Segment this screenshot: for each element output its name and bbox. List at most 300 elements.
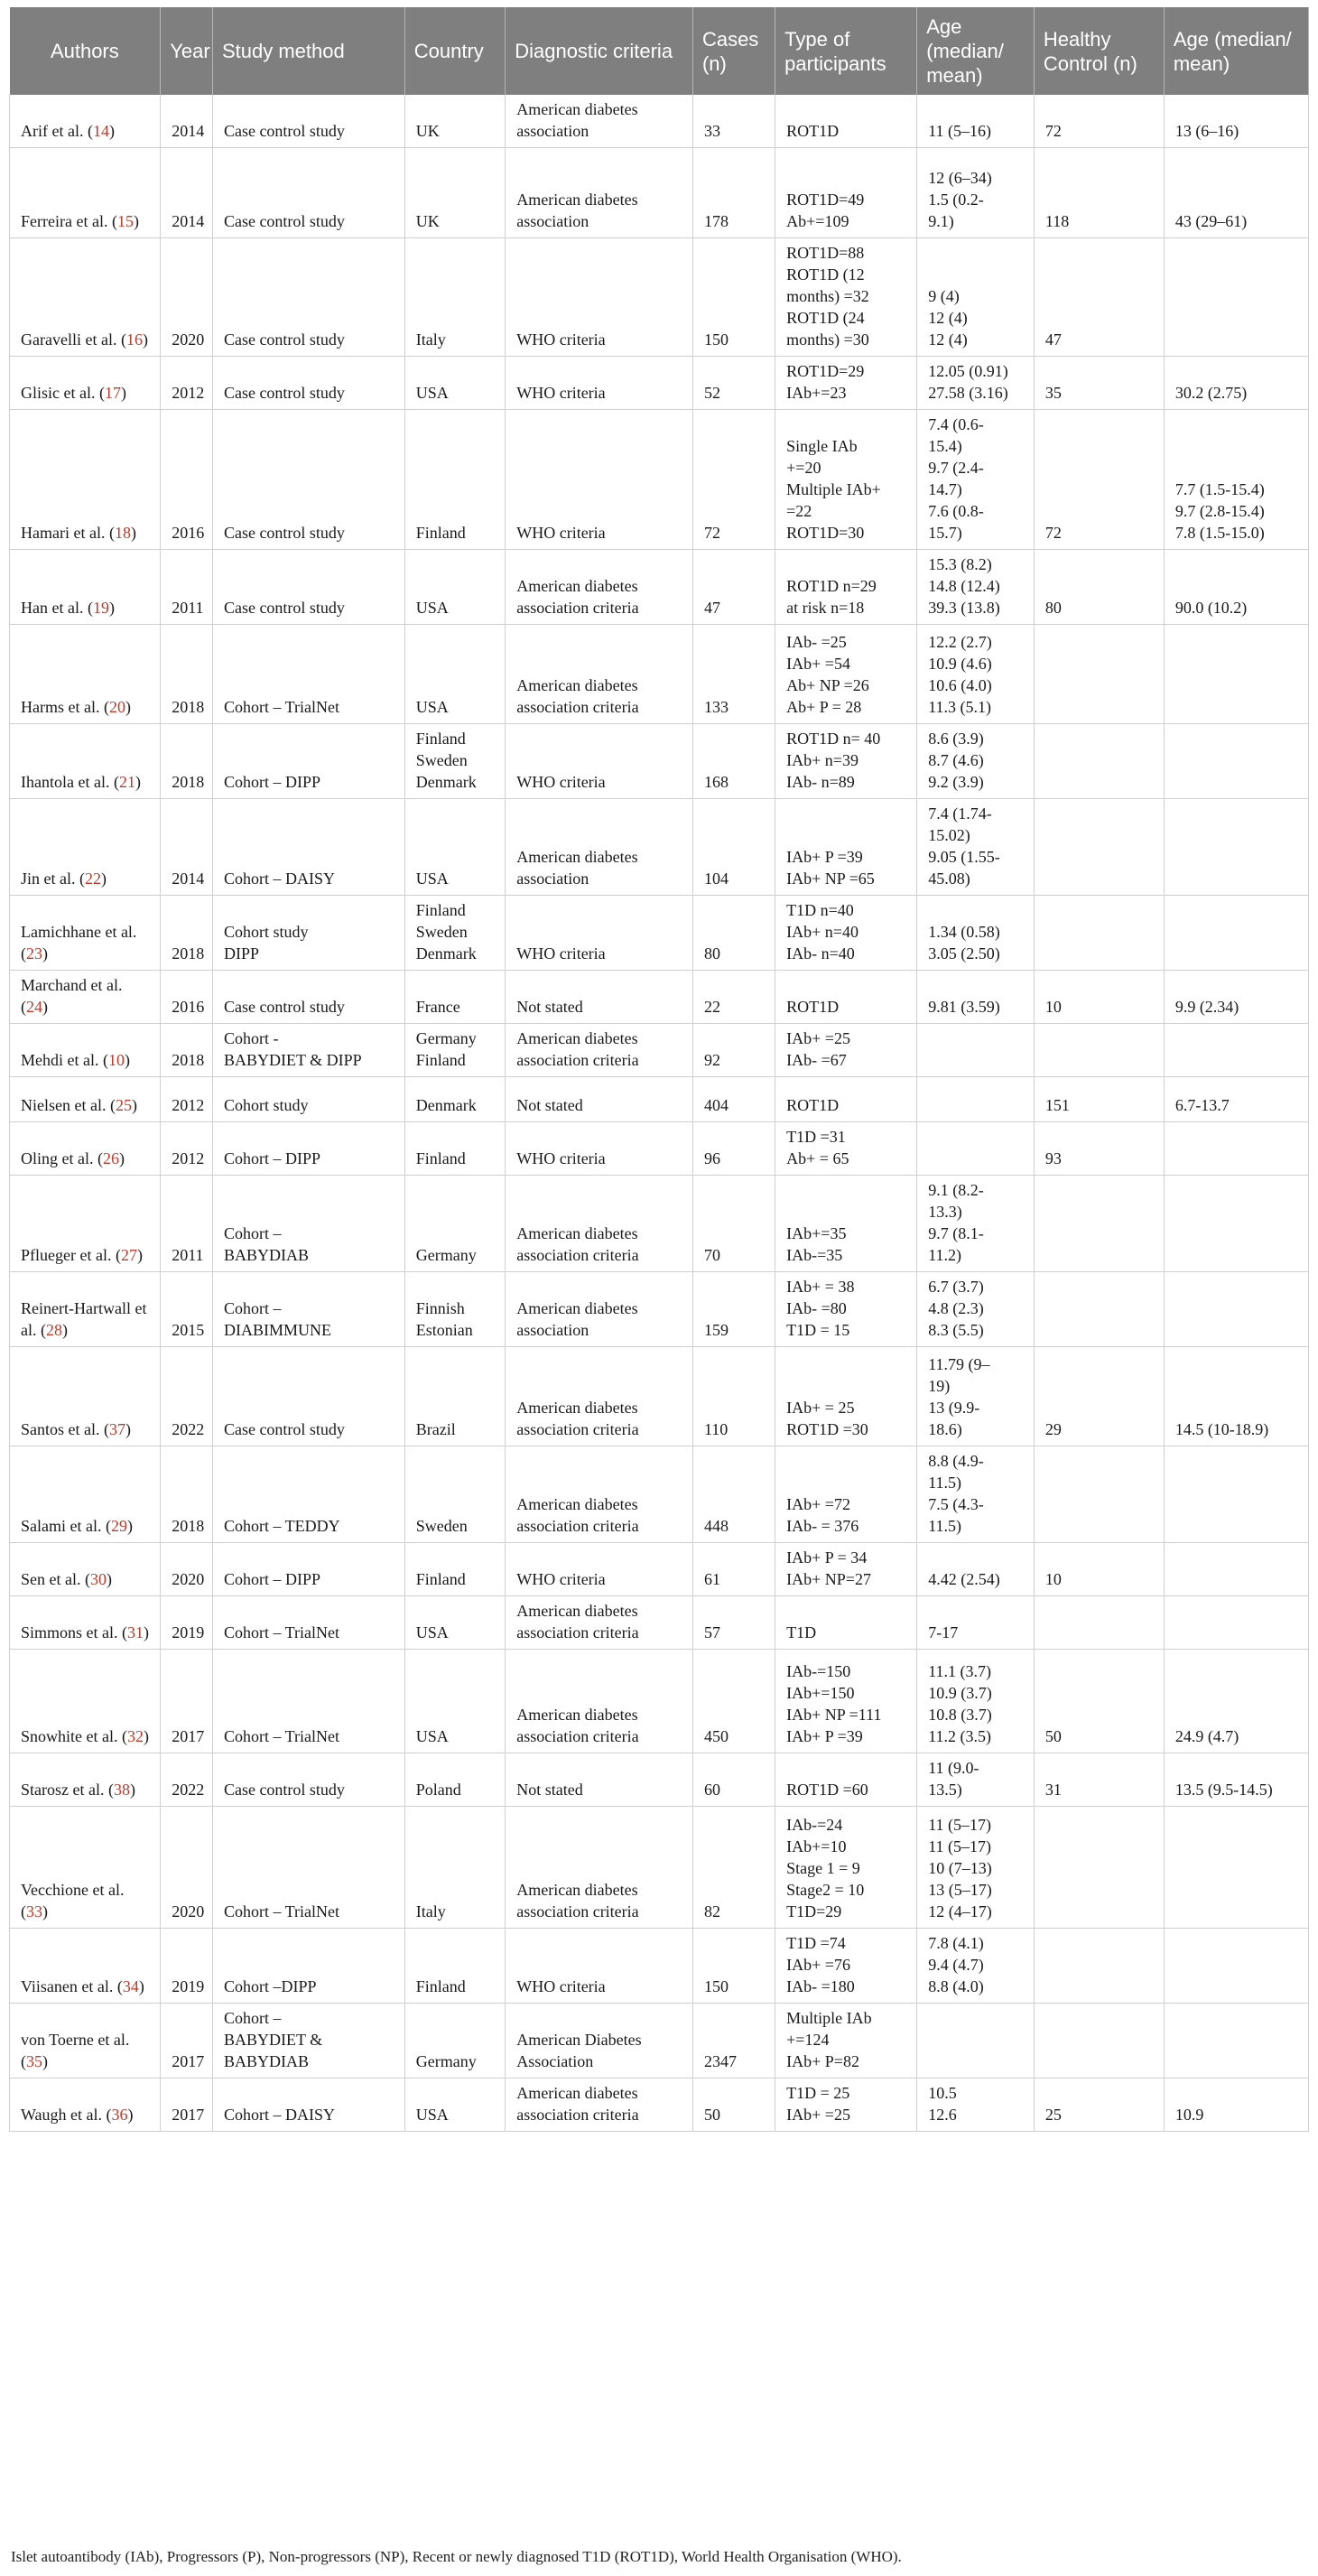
year-cell: 2012: [161, 1122, 213, 1176]
healthy-control-cell: [1034, 1024, 1164, 1077]
table-row: [10, 1929, 1309, 2004]
author-name: Glisic et al.: [21, 384, 96, 402]
control-age-cell: 7.7 (1.5-15.4) 9.7 (2.8-15.4) 7.8 (1.5-15.0): [1164, 410, 1308, 550]
country-cell: USA: [404, 799, 505, 896]
author-name: Vecchione et al.: [21, 1881, 125, 1899]
healthy-control-cell: 80: [1034, 550, 1164, 625]
participants-cell: IAb-=24 IAb+=10 Stage 1 = 9 Stage2 = 10 T1D=29: [775, 1807, 917, 1929]
healthy-control-cell: 72: [1034, 410, 1164, 550]
cases-cell: 159: [692, 1272, 775, 1347]
age-cell: 11.1 (3.7) 10.9 (3.7) 10.8 (3.7) 11.2 (3.5): [917, 1650, 1035, 1753]
participants-cell: IAb+ = 38 IAb- =80 T1D = 15: [775, 1272, 917, 1347]
author-name: Pflueger et al.: [21, 1246, 112, 1264]
country-cell: Finland: [404, 1929, 505, 2004]
country-cell: Germany: [404, 1176, 505, 1272]
control-age-cell: [1164, 1272, 1308, 1347]
healthy-control-cell: 25: [1034, 2078, 1164, 2132]
study-method-cell: Cohort – TrialNet: [212, 1807, 404, 1929]
author-cell: Marchand et al. (24): [10, 971, 161, 1024]
cases-cell: 52: [692, 357, 775, 410]
year-cell: 2017: [161, 2078, 213, 2132]
cases-cell: 133: [692, 625, 775, 724]
table-row: [10, 1122, 1309, 1176]
diagnostic-criteria-cell: American diabetes association criteria: [506, 1807, 693, 1929]
diagnostic-criteria-cell: American diabetes association criteria: [506, 550, 693, 625]
author-cell: Reinert-Hartwall et al. (28): [10, 1272, 161, 1347]
year-cell: 2020: [161, 1807, 213, 1929]
header-row: [10, 7, 1309, 95]
reference-link[interactable]: 33: [26, 1902, 42, 1920]
country-cell: USA: [404, 1650, 505, 1753]
diagnostic-criteria-cell: American diabetes association criteria: [506, 1650, 693, 1753]
diagnostic-criteria-cell: Not stated: [506, 971, 693, 1024]
cases-cell: 80: [692, 896, 775, 971]
study-method-cell: Case control study: [212, 410, 404, 550]
cases-cell: 150: [692, 1929, 775, 2004]
table-body: [10, 95, 1309, 2132]
participants-cell: ROT1D: [775, 1077, 917, 1122]
author-name: Nielsen et al.: [21, 1096, 107, 1114]
age-cell: 12 (6–34) 1.5 (0.2- 9.1): [917, 148, 1035, 238]
study-method-cell: Cohort – DIPP: [212, 1543, 404, 1596]
year-cell: 2014: [161, 799, 213, 896]
author-cell: Ihantola et al. (21): [10, 724, 161, 799]
table-row: [10, 1543, 1309, 1596]
year-cell: 2012: [161, 357, 213, 410]
author-name: Starosz et al.: [21, 1781, 105, 1799]
country-cell: USA: [404, 2078, 505, 2132]
year-cell: 2018: [161, 896, 213, 971]
table-row: [10, 95, 1309, 148]
reference-link[interactable]: 16: [125, 330, 143, 349]
healthy-control-cell: [1034, 2004, 1164, 2078]
study-method-cell: Cohort – DIPP: [212, 724, 404, 799]
age-cell: 7.8 (4.1) 9.4 (4.7) 8.8 (4.0): [917, 1929, 1035, 2004]
diagnostic-criteria-cell: Not stated: [506, 1753, 693, 1807]
author-cell: Nielsen et al. (25): [10, 1077, 161, 1122]
cases-cell: 60: [692, 1753, 775, 1807]
cases-cell: 33: [692, 95, 775, 148]
age-cell: 12.2 (2.7) 10.9 (4.6) 10.6 (4.0) 11.3 (5.1): [917, 625, 1035, 724]
table-row: [10, 1176, 1309, 1272]
study-method-cell: Cohort – BABYDIAB: [212, 1176, 404, 1272]
country-cell: Italy: [404, 238, 505, 357]
cases-cell: 404: [692, 1077, 775, 1122]
age-cell: 12.05 (0.91) 27.58 (3.16): [917, 357, 1035, 410]
reference-link[interactable]: 20: [108, 698, 125, 716]
cases-cell: 178: [692, 148, 775, 238]
participants-cell: IAb-=150 IAb+=150 IAb+ NP =111 IAb+ P =39: [775, 1650, 917, 1753]
author-name: Simmons et al.: [21, 1623, 118, 1641]
reference-link[interactable]: 28: [46, 1321, 62, 1339]
participants-cell: T1D n=40 IAb+ n=40 IAb- n=40: [775, 896, 917, 971]
study-method-cell: Cohort –DIPP: [212, 1929, 404, 2004]
diagnostic-criteria-cell: American diabetes association: [506, 799, 693, 896]
reference-link[interactable]: 35: [26, 2052, 42, 2070]
diagnostic-criteria-cell: Not stated: [506, 1077, 693, 1122]
participants-cell: T1D =74 IAb+ =76 IAb- =180: [775, 1929, 917, 2004]
author-name: Jin et al.: [21, 870, 76, 888]
year-cell: 2018: [161, 724, 213, 799]
year-cell: 2018: [161, 1446, 213, 1543]
cases-cell: 110: [692, 1347, 775, 1446]
diagnostic-criteria-cell: WHO criteria: [506, 724, 693, 799]
control-age-cell: [1164, 238, 1308, 357]
author-cell: Arif et al. (14): [10, 95, 161, 148]
reference-link[interactable]: 21: [118, 773, 135, 791]
healthy-control-cell: 10: [1034, 1543, 1164, 1596]
country-cell: Germany: [404, 2004, 505, 2078]
healthy-control-cell: [1034, 724, 1164, 799]
author-cell: Salami et al. (29): [10, 1446, 161, 1543]
table-row: [10, 724, 1309, 799]
year-cell: 2018: [161, 625, 213, 724]
column-header: Age (median/ mean): [917, 7, 1035, 95]
reference-link[interactable]: 32: [126, 1727, 144, 1745]
participants-cell: IAb+ P = 34 IAb+ NP=27: [775, 1543, 917, 1596]
reference-link[interactable]: 19: [92, 599, 109, 617]
diagnostic-criteria-cell: American diabetes association criteria: [506, 1347, 693, 1446]
author-name: von Toerne et al.: [21, 2031, 130, 2049]
age-cell: 11 (5–17) 11 (5–17) 10 (7–13) 13 (5–17) 12 (4–17): [917, 1807, 1035, 1929]
diagnostic-criteria-cell: WHO criteria: [506, 1929, 693, 2004]
reference-link[interactable]: 14: [92, 122, 109, 140]
reference-link[interactable]: 36: [111, 2106, 128, 2124]
study-table: [9, 7, 1309, 2132]
year-cell: 2020: [161, 1543, 213, 1596]
author-name: Sen et al.: [21, 1570, 81, 1588]
healthy-control-cell: [1034, 896, 1164, 971]
table-row: [10, 1077, 1309, 1122]
diagnostic-criteria-cell: American diabetes association criteria: [506, 1024, 693, 1077]
diagnostic-criteria-cell: American diabetes association: [506, 95, 693, 148]
age-cell: 11 (5–16): [917, 95, 1035, 148]
author-name: Waugh et al.: [21, 2106, 103, 2124]
cases-cell: 168: [692, 724, 775, 799]
reference-link[interactable]: 26: [102, 1149, 119, 1167]
reference-link[interactable]: 15: [116, 212, 134, 230]
participants-cell: IAb+ =72 IAb- = 376: [775, 1446, 917, 1543]
cases-cell: 450: [692, 1650, 775, 1753]
age-cell: [917, 2004, 1035, 2078]
country-cell: UK: [404, 148, 505, 238]
author-cell: Garavelli et al. (16): [10, 238, 161, 357]
healthy-control-cell: [1034, 1176, 1164, 1272]
participants-cell: ROT1D =60: [775, 1753, 917, 1807]
column-header: Diagnostic criteria: [506, 7, 693, 95]
author-cell: Mehdi et al. (10): [10, 1024, 161, 1077]
healthy-control-cell: [1034, 1446, 1164, 1543]
study-method-cell: Case control study: [212, 1753, 404, 1807]
year-cell: 2014: [161, 148, 213, 238]
cases-cell: 448: [692, 1446, 775, 1543]
cases-cell: 72: [692, 410, 775, 550]
reference-link[interactable]: 29: [110, 1517, 127, 1535]
age-cell: 7.4 (0.6- 15.4) 9.7 (2.4- 14.7) 7.6 (0.8- 15.7): [917, 410, 1035, 550]
study-method-cell: Cohort – TrialNet: [212, 1650, 404, 1753]
country-cell: France: [404, 971, 505, 1024]
control-age-cell: [1164, 799, 1308, 896]
control-age-cell: [1164, 1176, 1308, 1272]
diagnostic-criteria-cell: WHO criteria: [506, 1543, 693, 1596]
study-method-cell: Case control study: [212, 971, 404, 1024]
year-cell: 2011: [161, 1176, 213, 1272]
author-cell: Santos et al. (37): [10, 1347, 161, 1446]
control-age-cell: [1164, 896, 1308, 971]
author-cell: Jin et al. (22): [10, 799, 161, 896]
table-row: [10, 2004, 1309, 2078]
age-cell: 10.5 12.6: [917, 2078, 1035, 2132]
reference-link[interactable]: 38: [113, 1781, 130, 1799]
diagnostic-criteria-cell: WHO criteria: [506, 410, 693, 550]
column-header: Year: [161, 7, 213, 95]
table-row: [10, 1753, 1309, 1807]
country-cell: UK: [404, 95, 505, 148]
age-cell: 6.7 (3.7) 4.8 (2.3) 8.3 (5.5): [917, 1272, 1035, 1347]
country-cell: Finland: [404, 410, 505, 550]
table-row: [10, 1446, 1309, 1543]
author-name: Han et al.: [21, 599, 84, 617]
author-cell: Sen et al. (30): [10, 1543, 161, 1596]
author-cell: Snowhite et al. (32): [10, 1650, 161, 1753]
column-header: Type of participants: [775, 7, 917, 95]
control-age-cell: 13.5 (9.5-14.5): [1164, 1753, 1308, 1807]
author-cell: Hamari et al. (18): [10, 410, 161, 550]
healthy-control-cell: 151: [1034, 1077, 1164, 1122]
reference-link[interactable]: 34: [122, 1977, 139, 1995]
study-method-cell: Case control study: [212, 148, 404, 238]
healthy-control-cell: 118: [1034, 148, 1164, 238]
participants-cell: ROT1D n= 40 IAb+ n=39 IAb- n=89: [775, 724, 917, 799]
table-row: [10, 971, 1309, 1024]
study-method-cell: Cohort – DAISY: [212, 799, 404, 896]
diagnostic-criteria-cell: American diabetes association criteria: [506, 2078, 693, 2132]
year-cell: 2019: [161, 1596, 213, 1650]
control-age-cell: [1164, 1024, 1308, 1077]
participants-cell: T1D = 25 IAb+ =25: [775, 2078, 917, 2132]
participants-cell: T1D =31 Ab+ = 65: [775, 1122, 917, 1176]
author-name: Ferreira et al.: [21, 212, 108, 230]
author-name: Santos et al.: [21, 1420, 100, 1438]
control-age-cell: [1164, 724, 1308, 799]
participants-cell: IAb+ = 25 ROT1D =30: [775, 1347, 917, 1446]
participants-cell: ROT1D: [775, 971, 917, 1024]
participants-cell: ROT1D=29 IAb+=23: [775, 357, 917, 410]
control-age-cell: [1164, 2004, 1308, 2078]
control-age-cell: 10.9: [1164, 2078, 1308, 2132]
cases-cell: 96: [692, 1122, 775, 1176]
healthy-control-cell: 50: [1034, 1650, 1164, 1753]
table-row: [10, 410, 1309, 550]
cases-cell: 47: [692, 550, 775, 625]
country-cell: Germany Finland: [404, 1024, 505, 1077]
reference-link[interactable]: 22: [85, 870, 101, 888]
author-cell: Viisanen et al. (34): [10, 1929, 161, 2004]
column-header: Cases (n): [692, 7, 775, 95]
author-name: Ihantola et al.: [21, 773, 110, 791]
reference-link[interactable]: 27: [120, 1246, 137, 1264]
reference-link[interactable]: 31: [127, 1623, 144, 1641]
country-cell: Denmark: [404, 1077, 505, 1122]
healthy-control-cell: 35: [1034, 357, 1164, 410]
year-cell: 2018: [161, 1024, 213, 1077]
country-cell: Italy: [404, 1807, 505, 1929]
study-method-cell: Cohort – TrialNet: [212, 625, 404, 724]
reference-link[interactable]: 24: [26, 998, 42, 1016]
table-row: [10, 1596, 1309, 1650]
age-cell: 9 (4) 12 (4) 12 (4): [917, 238, 1035, 357]
reference-link[interactable]: 18: [114, 524, 131, 542]
diagnostic-criteria-cell: WHO criteria: [506, 357, 693, 410]
author-cell: Han et al. (19): [10, 550, 161, 625]
year-cell: 2019: [161, 1929, 213, 2004]
author-name: Lamichhane et al.: [21, 923, 137, 941]
country-cell: USA: [404, 550, 505, 625]
year-cell: 2017: [161, 2004, 213, 2078]
participants-cell: IAb+ =25 IAb- =67: [775, 1024, 917, 1077]
age-cell: 8.8 (4.9- 11.5) 7.5 (4.3- 11.5): [917, 1446, 1035, 1543]
country-cell: Finnish Estonian: [404, 1272, 505, 1347]
table-row: [10, 148, 1309, 238]
year-cell: 2016: [161, 971, 213, 1024]
diagnostic-criteria-cell: American diabetes association criteria: [506, 1446, 693, 1543]
healthy-control-cell: [1034, 1929, 1164, 2004]
author-name: Snowhite et al.: [21, 1727, 118, 1745]
author-cell: Vecchione et al. (33): [10, 1807, 161, 1929]
country-cell: Brazil: [404, 1347, 505, 1446]
study-method-cell: Case control study: [212, 95, 404, 148]
study-method-cell: Cohort – TEDDY: [212, 1446, 404, 1543]
healthy-control-cell: [1034, 1807, 1164, 1929]
reference-link[interactable]: 25: [115, 1096, 132, 1114]
author-cell: Harms et al. (20): [10, 625, 161, 724]
control-age-cell: 13 (6–16): [1164, 95, 1308, 148]
table-row: [10, 1272, 1309, 1347]
healthy-control-cell: 31: [1034, 1753, 1164, 1807]
country-cell: Finland: [404, 1543, 505, 1596]
author-name: Viisanen et al.: [21, 1977, 114, 1995]
year-cell: 2012: [161, 1077, 213, 1122]
cases-cell: 61: [692, 1543, 775, 1596]
author-cell: Lamichhane et al. (23): [10, 896, 161, 971]
participants-cell: IAb- =25 IAb+ =54 Ab+ NP =26 Ab+ P = 28: [775, 625, 917, 724]
participants-cell: ROT1D: [775, 95, 917, 148]
author-name: Marchand et al.: [21, 976, 123, 994]
table-header: [10, 7, 1309, 95]
column-header: Healthy Control (n): [1034, 7, 1164, 95]
healthy-control-cell: [1034, 1272, 1164, 1347]
table-row: [10, 799, 1309, 896]
author-cell: Pflueger et al. (27): [10, 1176, 161, 1272]
age-cell: 7-17: [917, 1596, 1035, 1650]
author-name: Hamari et al.: [21, 524, 106, 542]
study-method-cell: Cohort – BABYDIET & BABYDIAB: [212, 2004, 404, 2078]
table-row: [10, 1024, 1309, 1077]
year-cell: 2014: [161, 95, 213, 148]
reference-link[interactable]: 37: [109, 1420, 125, 1438]
cases-cell: 104: [692, 799, 775, 896]
author-name: Reinert-Hartwall et al.: [21, 1299, 147, 1339]
study-method-cell: Cohort study DIPP: [212, 896, 404, 971]
study-method-cell: Cohort – TrialNet: [212, 1596, 404, 1650]
author-name: Salami et al.: [21, 1517, 102, 1535]
participants-cell: ROT1D=49 Ab+=109: [775, 148, 917, 238]
age-cell: 11 (9.0- 13.5): [917, 1753, 1035, 1807]
year-cell: 2015: [161, 1272, 213, 1347]
country-cell: Sweden: [404, 1446, 505, 1543]
cases-cell: 150: [692, 238, 775, 357]
study-method-cell: Case control study: [212, 1347, 404, 1446]
study-method-cell: Case control study: [212, 357, 404, 410]
control-age-cell: 14.5 (10-18.9): [1164, 1347, 1308, 1446]
table-row: [10, 1347, 1309, 1446]
control-age-cell: 9.9 (2.34): [1164, 971, 1308, 1024]
year-cell: 2016: [161, 410, 213, 550]
control-age-cell: [1164, 1543, 1308, 1596]
author-cell: Oling et al. (26): [10, 1122, 161, 1176]
study-method-cell: Case control study: [212, 550, 404, 625]
author-cell: von Toerne et al. (35): [10, 2004, 161, 2078]
age-cell: 8.6 (3.9) 8.7 (4.6) 9.2 (3.9): [917, 724, 1035, 799]
reference-link[interactable]: 23: [26, 944, 42, 963]
author-name: Arif et al.: [21, 122, 84, 140]
table-row: [10, 550, 1309, 625]
diagnostic-criteria-cell: American diabetes association criteria: [506, 1176, 693, 1272]
country-cell: Finland: [404, 1122, 505, 1176]
control-age-cell: [1164, 625, 1308, 724]
age-cell: 11.79 (9– 19) 13 (9.9- 18.6): [917, 1347, 1035, 1446]
author-cell: Starosz et al. (38): [10, 1753, 161, 1807]
cases-cell: 50: [692, 2078, 775, 2132]
healthy-control-cell: 72: [1034, 95, 1164, 148]
age-cell: 7.4 (1.74- 15.02) 9.05 (1.55- 45.08): [917, 799, 1035, 896]
control-age-cell: [1164, 1929, 1308, 2004]
table-footnote: Islet autoantibody (IAb), Progressors (P), Non-progressors (NP), Recent or newly diagnosed T1D (ROT1D), World Health Organisation (WHO).: [11, 2548, 902, 2565]
diagnostic-criteria-cell: WHO criteria: [506, 238, 693, 357]
study-table-container: [9, 7, 1309, 2132]
age-cell: 9.81 (3.59): [917, 971, 1035, 1024]
healthy-control-cell: [1034, 1596, 1164, 1650]
reference-link[interactable]: 17: [104, 384, 121, 402]
cases-cell: 22: [692, 971, 775, 1024]
column-header: Country: [404, 7, 505, 95]
participants-cell: T1D: [775, 1596, 917, 1650]
control-age-cell: 90.0 (10.2): [1164, 550, 1308, 625]
column-header: Study method: [212, 7, 404, 95]
diagnostic-criteria-cell: American diabetes association: [506, 148, 693, 238]
reference-link[interactable]: 30: [89, 1570, 107, 1588]
table-row: [10, 1650, 1309, 1753]
participants-cell: ROT1D=88 ROT1D (12 months) =32 ROT1D (24 months) =30: [775, 238, 917, 357]
column-header: Age (median/ mean): [1164, 7, 1308, 95]
study-method-cell: Cohort – DAISY: [212, 2078, 404, 2132]
age-cell: [917, 1077, 1035, 1122]
country-cell: USA: [404, 625, 505, 724]
cases-cell: 57: [692, 1596, 775, 1650]
country-cell: Poland: [404, 1753, 505, 1807]
control-age-cell: 30.2 (2.75): [1164, 357, 1308, 410]
control-age-cell: [1164, 1807, 1308, 1929]
reference-link[interactable]: 10: [107, 1051, 125, 1069]
year-cell: 2020: [161, 238, 213, 357]
country-cell: Finland Sweden Denmark: [404, 896, 505, 971]
participants-cell: ROT1D n=29 at risk n=18: [775, 550, 917, 625]
diagnostic-criteria-cell: WHO criteria: [506, 1122, 693, 1176]
cases-cell: 70: [692, 1176, 775, 1272]
country-cell: USA: [404, 357, 505, 410]
cases-cell: 82: [692, 1807, 775, 1929]
diagnostic-criteria-cell: WHO criteria: [506, 896, 693, 971]
